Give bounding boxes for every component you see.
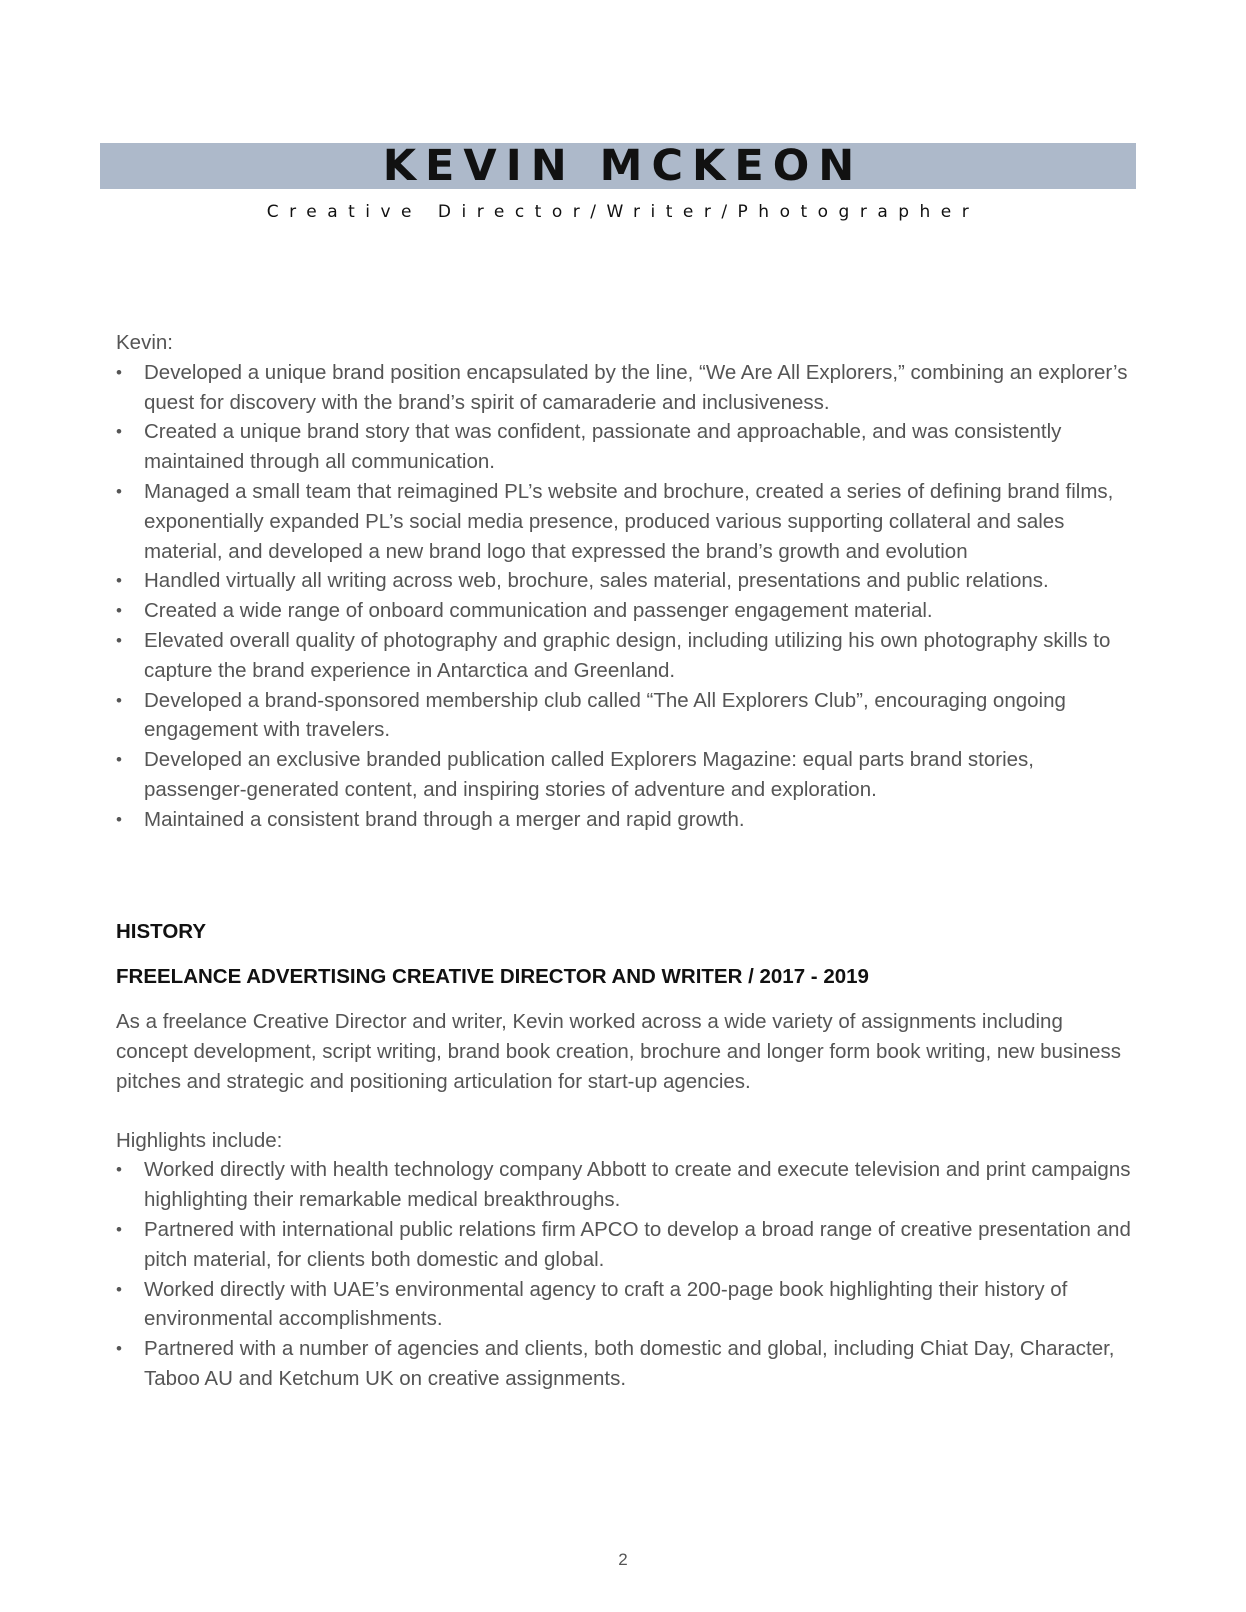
bullet-icon: • xyxy=(116,750,122,770)
bullet-icon: • xyxy=(116,571,122,591)
summary-label: Kevin: xyxy=(116,331,173,354)
bullet-text: Developed a brand-sponsored membership club called “The All Explorers Club”, encouraging ongoing engagement with travelers. xyxy=(144,688,1066,742)
bullet-icon: • xyxy=(116,422,122,442)
bullet-icon: • xyxy=(116,481,122,501)
list-item xyxy=(116,1215,1136,1275)
bullet-icon: • xyxy=(116,809,122,829)
list-item xyxy=(116,626,1136,686)
bullet-icon: • xyxy=(116,690,122,710)
bullet-icon: • xyxy=(116,362,122,382)
resume-body xyxy=(116,328,1136,1394)
bullet-text: Created a wide range of onboard communication and passenger engagement material. xyxy=(144,599,933,623)
bullet-text: Developed an exclusive branded publication called Explorers Magazine: equal parts brand stories, passenger-generated content, and inspiring stories of adventure and exploration. xyxy=(144,748,1034,801)
bullet-text: Created a unique brand story that was confident, passionate and approachable, and was consistently maintained through all communication. xyxy=(144,420,1062,474)
highlights-label: Highlights include: xyxy=(116,1128,283,1152)
summary-bullet-list xyxy=(116,358,1136,835)
bullet-text: Elevated overall quality of photography and graphic design, including utilizing his own photography skills to capture the brand experience in Antarctica and Greenland. xyxy=(144,628,1111,682)
bullet-icon: • xyxy=(116,630,122,650)
bullet-text: Partnered with a number of agencies and clients, both domestic and global, including Chiat Day, Character, Taboo AU and Ketchum UK on creative assignments. xyxy=(144,1337,1115,1390)
bullet-icon: • xyxy=(116,601,122,621)
highlights-bullet-list xyxy=(116,1155,1136,1393)
bullet-text: Managed a small team that reimagined PL’s website and brochure, created a series of defining brand films, exponentially expanded PL’s social media presence, produced various supporting collateral and sales material, and developed a new brand logo that expressed the brand’s growth and evolution xyxy=(144,479,1114,563)
bullet-text: Partnered with international public relations firm APCO to develop a broad range of creative presentation and pitch material, for clients both domestic and global. xyxy=(144,1217,1131,1271)
bullet-text: Developed a unique brand position encapsulated by the line, “We Are All Explorers,” combining an explorer’s quest for discovery with the brand’s spirit of camaraderie and inclusiveness. xyxy=(144,360,1128,414)
list-item xyxy=(116,686,1136,746)
bullet-text: Maintained a consistent brand through a merger and rapid growth. xyxy=(144,807,745,831)
bullet-icon: • xyxy=(116,1339,122,1359)
list-item xyxy=(116,477,1136,566)
history-heading: HISTORY xyxy=(116,919,206,943)
list-item xyxy=(116,1275,1136,1335)
role-title: FREELANCE ADVERTISING CREATIVE DIRECTOR AND WRITER / 2017 - 2019 xyxy=(116,965,869,989)
list-item xyxy=(116,417,1136,477)
candidate-name: KEVIN MCKEON xyxy=(382,141,864,191)
bullet-icon: • xyxy=(116,1160,122,1180)
list-item xyxy=(116,805,1136,835)
bullet-text: Worked directly with UAE’s environmental agency to craft a 200-page book highlighting their history of environmental accomplishments. xyxy=(144,1277,1068,1331)
bullet-text: Handled virtually all writing across web, brochure, sales material, presentations and public relations. xyxy=(144,569,1049,593)
list-item xyxy=(116,566,1136,596)
role-description: As a freelance Creative Director and writer, Kevin worked across a wide variety of assignments including concept development, script writing, brand book creation, brochure and longer form book writing, new business pitches and strategic and positioning articulation for start-up agencies. xyxy=(116,1010,1122,1093)
list-item xyxy=(116,1334,1136,1394)
list-item xyxy=(116,745,1136,805)
bullet-icon: • xyxy=(116,1279,122,1299)
page-number: 2 xyxy=(618,1550,628,1569)
list-item xyxy=(116,358,1136,418)
bullet-icon: • xyxy=(116,1219,122,1239)
bullet-text: Worked directly with health technology company Abbott to create and execute television and print campaigns highlighting their remarkable medical breakthroughs. xyxy=(144,1158,1131,1212)
candidate-subtitle: Creative Director/Writer/Photographer xyxy=(266,202,980,222)
list-item xyxy=(116,1155,1136,1215)
list-item xyxy=(116,596,1136,626)
